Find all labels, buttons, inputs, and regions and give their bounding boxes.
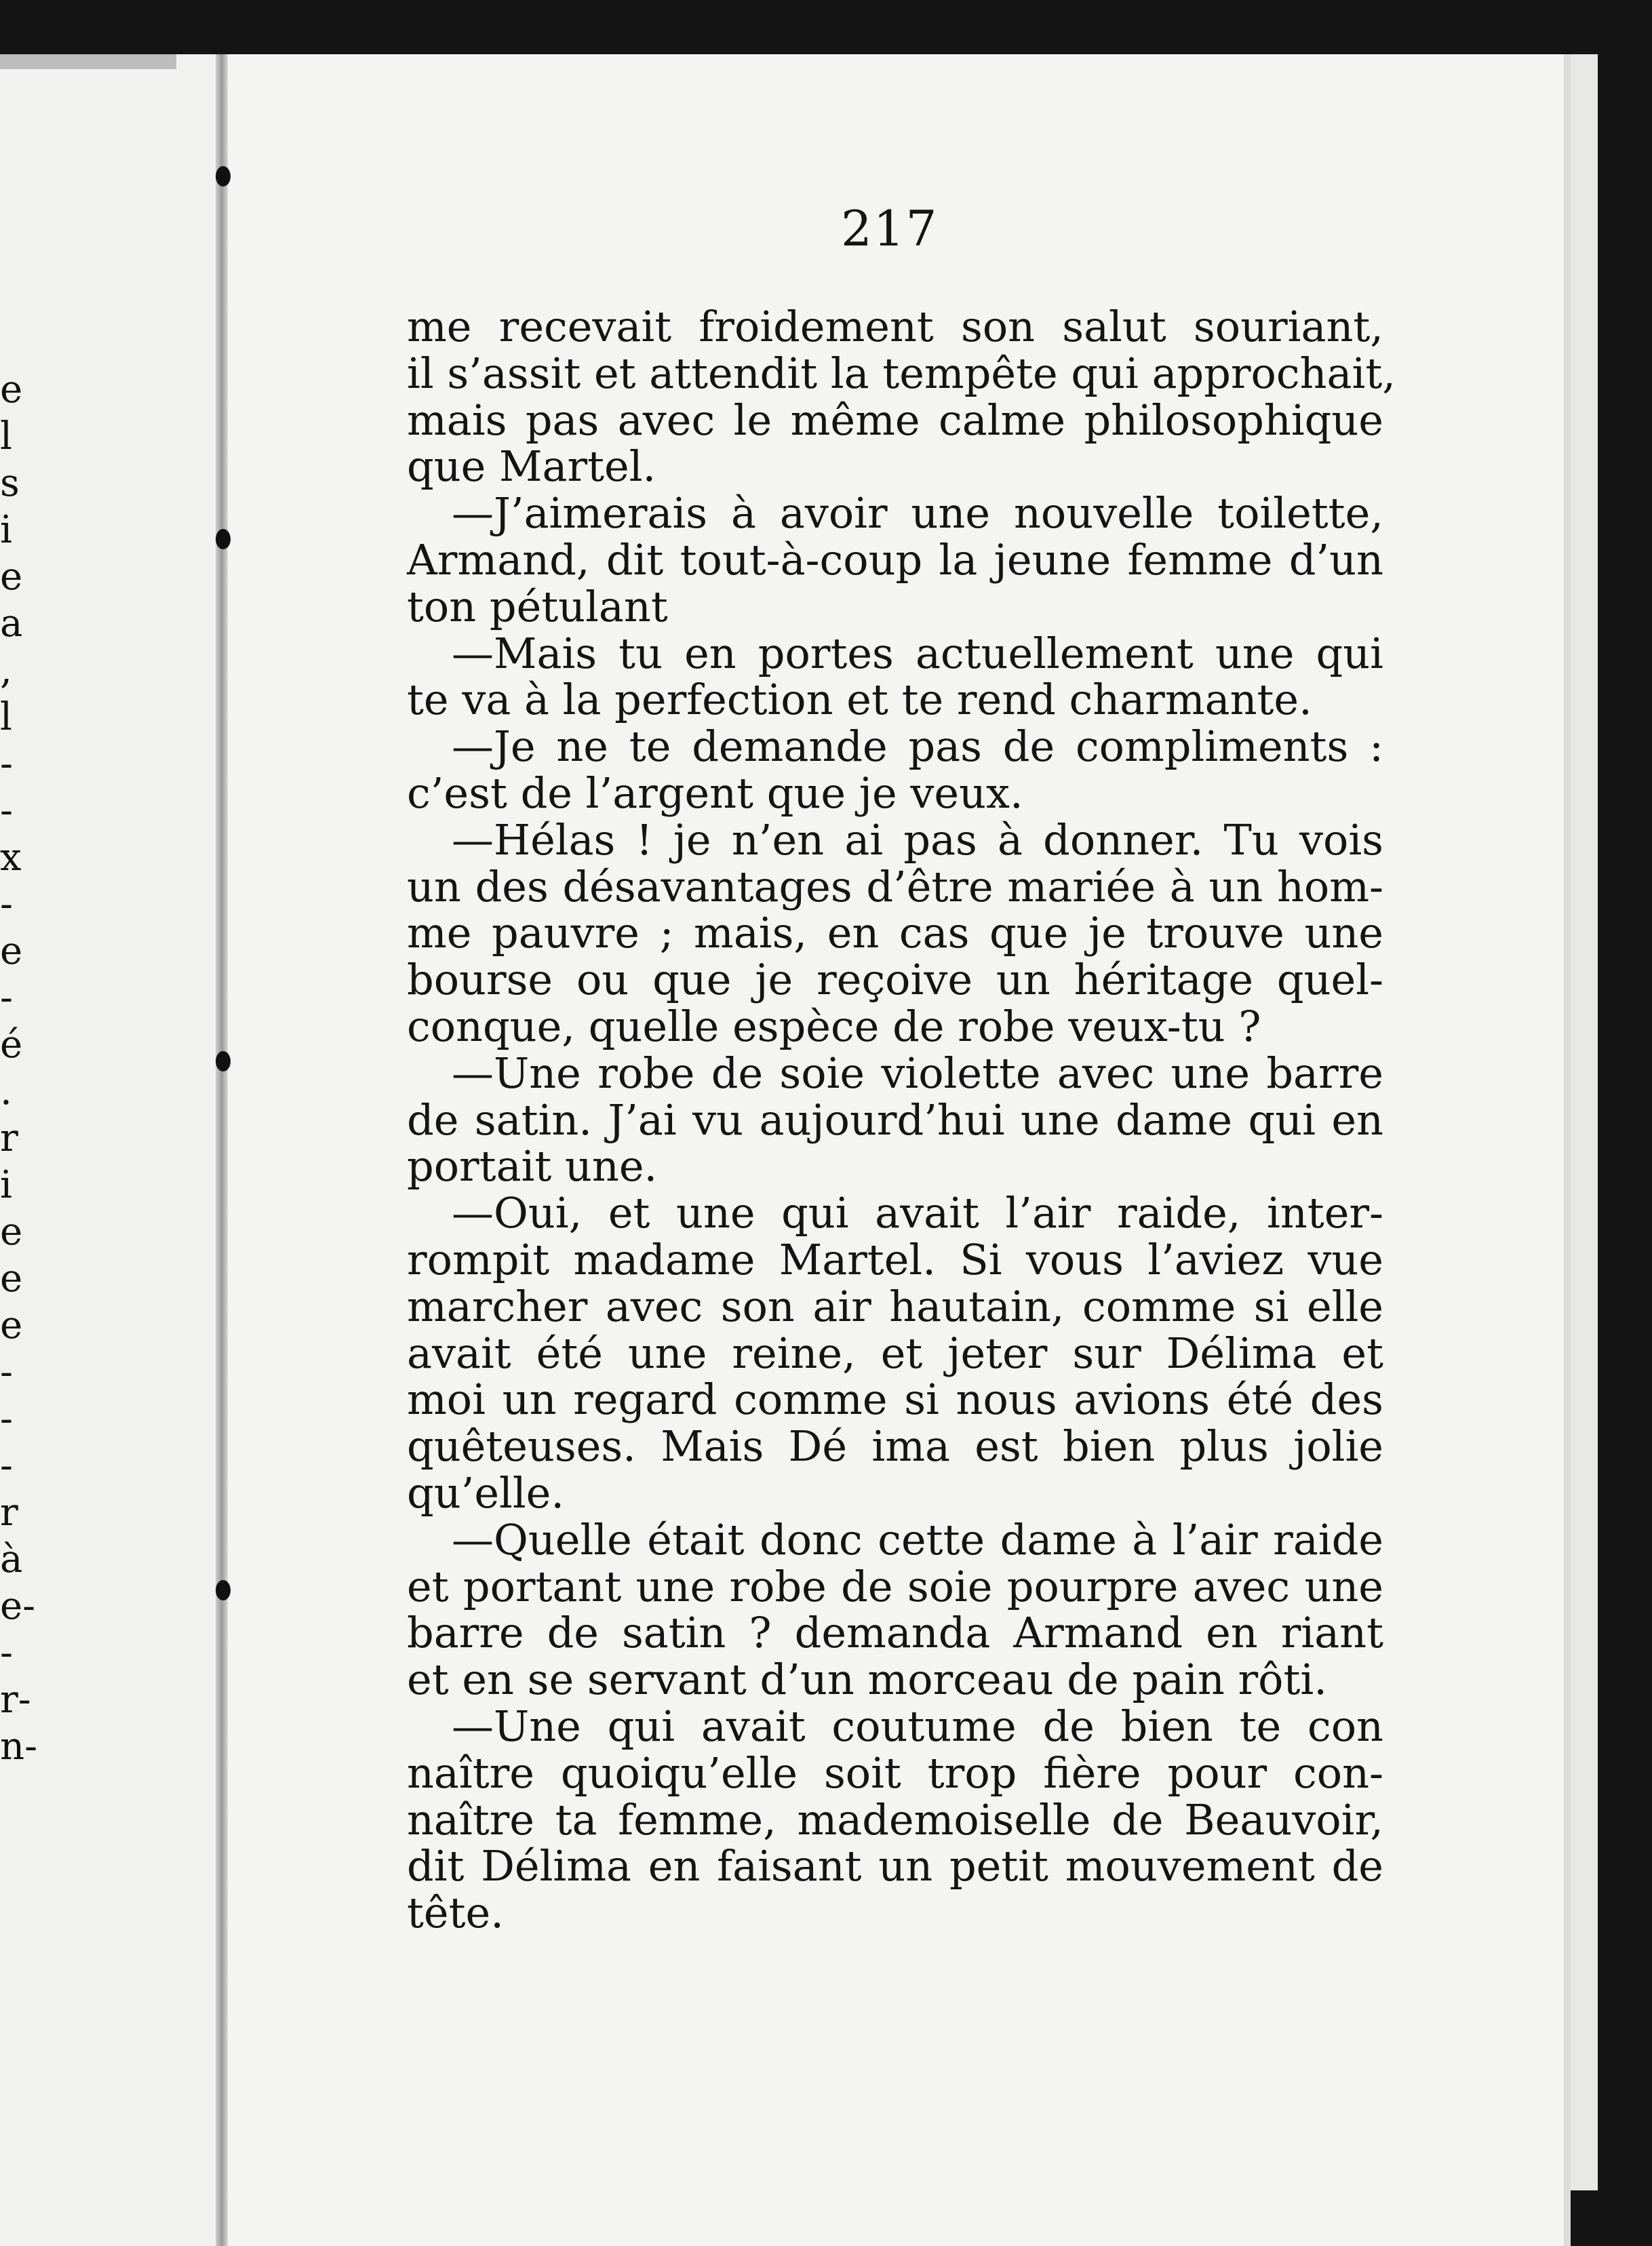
text-line: mais pas avec le même calme philosophique <box>407 395 1383 445</box>
binding-stitch <box>216 1051 231 1071</box>
book-binding <box>216 54 228 2246</box>
body-text <box>407 302 1396 1938</box>
fragment-char: a <box>0 602 23 646</box>
fragment-char: l <box>0 414 12 458</box>
fragment-char: i <box>0 1163 12 1207</box>
fragment-char: r <box>0 1491 18 1535</box>
fragment-char: - <box>0 1350 13 1394</box>
fragment-char: e <box>0 1257 23 1301</box>
fragment-char: e- <box>0 1584 36 1628</box>
text-line: —Quelle était donc cette dame à l’air raide <box>452 1514 1383 1564</box>
text-line: un des désavantages d’être mariée à un hom- <box>407 861 1383 911</box>
fragment-char: l <box>0 695 12 739</box>
text-line: que Martel. <box>407 441 656 492</box>
text-line: naître ta femme, mademoiselle de Beauvoir, <box>407 1794 1383 1845</box>
text-line: me pauvre ; mais, en cas que je trouve une <box>407 908 1383 958</box>
text-line: et portant une robe de soie pourpre avec une <box>407 1561 1383 1611</box>
text-line: qu’elle. <box>407 1467 565 1518</box>
text-line: —Une robe de soie violette avec une barre <box>452 1048 1383 1098</box>
fragment-char: e <box>0 555 23 599</box>
binding-stitch <box>216 166 231 186</box>
text-line: —J’aimerais à avoir une nouvelle toilette, <box>452 488 1383 538</box>
text-line: avait été une reine, et jeter sur Délima et <box>407 1328 1383 1378</box>
text-line: c’est de l’argent que je veux. <box>407 768 1023 818</box>
fragment-char: - <box>0 1631 13 1675</box>
fragment-char: n- <box>0 1725 37 1769</box>
text-line: naître quoiqu’elle soit trop fière pour con- <box>407 1748 1383 1798</box>
text-line: quêteuses. Mais Dé ima est bien plus jolie <box>407 1421 1383 1472</box>
text-line: —Oui, et une qui avait l’air raide, inter- <box>452 1188 1383 1238</box>
text-line: rompit madame Martel. Si vous l’aviez vue <box>407 1234 1383 1284</box>
fragment-char: - <box>0 882 13 926</box>
fragment-char: e <box>0 929 23 973</box>
fragment-char: e <box>0 1210 23 1254</box>
fragment-char: - <box>0 789 13 833</box>
page-top-strip <box>0 54 176 69</box>
fragment-char: , <box>0 648 12 692</box>
text-line: de satin. J’ai vu aujourd’hui une dame qui en <box>407 1095 1383 1145</box>
text-line: marcher avec son air hautain, comme si elle <box>407 1281 1383 1331</box>
text-line: dit Délima en faisant un petit mouvement de <box>407 1841 1383 1891</box>
fragment-char: r <box>0 1116 18 1160</box>
text-line: te va à la perfection et te rend charmante. <box>407 675 1312 725</box>
fragment-char: à <box>0 1537 23 1581</box>
text-line: —Hélas ! je n’en ai pas à donner. Tu vois <box>452 814 1383 865</box>
previous-page <box>0 54 224 2246</box>
fragment-char: - <box>0 1444 13 1488</box>
fragment-char: e <box>0 1303 23 1347</box>
fragment-char: - <box>0 976 13 1020</box>
page-edge <box>1571 54 1598 2190</box>
fragment-char: - <box>0 742 13 786</box>
text-line: —Je ne te demande pas de compliments : <box>452 722 1383 772</box>
text-line: barre de satin ? demanda Armand en riant <box>407 1608 1383 1658</box>
text-line: Armand, dit tout-à-coup la jeune femme d’un <box>407 534 1383 585</box>
fragment-char: - <box>0 1397 13 1441</box>
text-line: —Mais tu en portes actuellement une qui <box>452 628 1383 678</box>
fragment-char: x <box>0 835 22 880</box>
fragment-char: i <box>0 508 12 552</box>
binding-stitch <box>216 1580 231 1600</box>
text-line: bourse ou que je reçoive un héritage quel- <box>407 955 1383 1005</box>
text-line: conque, quelle espèce de robe veux-tu ? <box>407 1001 1261 1051</box>
text-line: —Une qui avait coutume de bien te con <box>452 1701 1383 1751</box>
binding-stitch <box>216 529 231 549</box>
text-line: moi un regard comme si nous avions été des <box>407 1375 1383 1425</box>
previous-page-fragments <box>0 366 37 1770</box>
text-line: et en se servant d’un morceau de pain rôti. <box>407 1655 1327 1705</box>
text-line: il s’assit et attendit la tempête qui approchait, <box>407 348 1396 398</box>
fragment-char: e <box>0 368 23 412</box>
fragment-char: r- <box>0 1678 31 1722</box>
text-line: ton pétulant <box>407 581 668 631</box>
text-line: me recevait froidement son salut souriant, <box>407 302 1383 351</box>
fragment-char: s <box>0 461 20 505</box>
page-number: 217 <box>841 200 939 257</box>
text-line: portait une. <box>407 1141 658 1191</box>
text-line: tête. <box>407 1888 504 1938</box>
fragment-char: . <box>0 1069 12 1114</box>
fragment-char: é <box>0 1023 23 1067</box>
